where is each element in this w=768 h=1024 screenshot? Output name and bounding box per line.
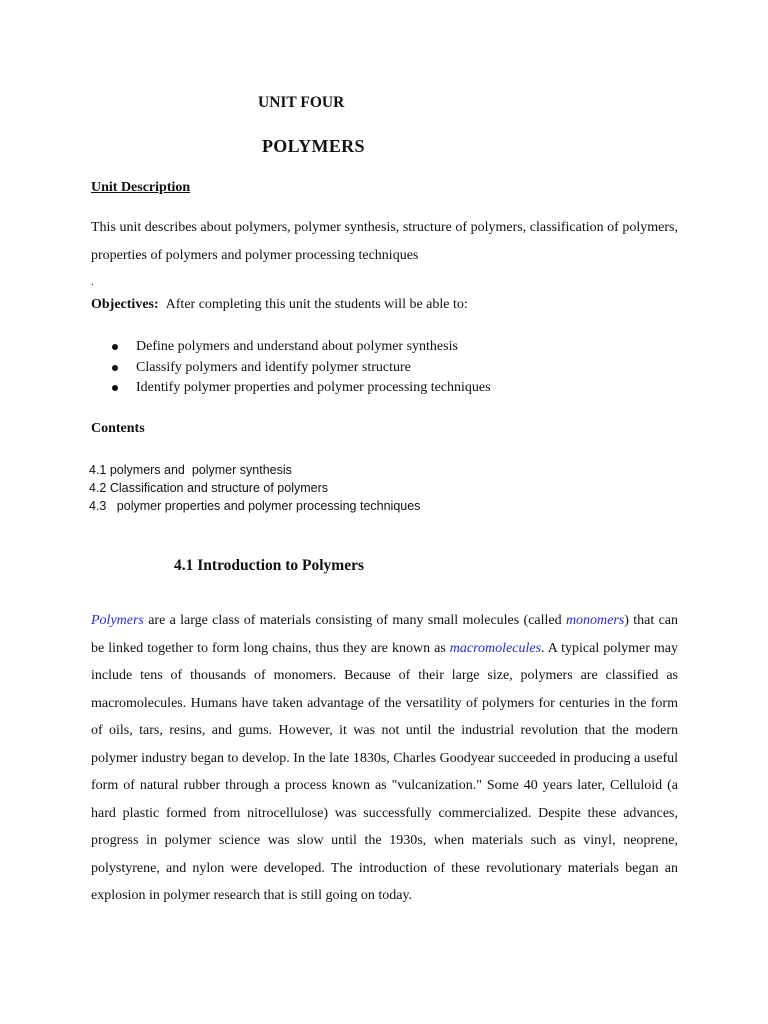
unit-description-heading: Unit Description [91, 180, 191, 195]
intro-text-a: are a large class of materials consisting of many small molecules (called [143, 613, 566, 628]
unit-description-text: This unit describes about polymers, polymer synthesis, structure of polymers, classification of polymers, properties of polymers and polymer processing techniques [91, 220, 678, 263]
intro-text-c: . A typical polymer may include tens of thousands of monomers. Because of their large size, polymers are classified as macromolecules. Humans have taken advantage of the versatility of polymers for centuries in the form of oils, tars, resins, and gums. However, it was not until the industrial revolution that the modern polymer industry began to develop. In the late 1830s, Charles Goodyear succeeded in producing a useful form of natural rubber through a process known as "vulcanization." Some 40 years later, Celluloid (a hard plastic formed from nitrocellulose) was successfully commercialized. Despite these advances, progress in polymer science was slow until the 1930s, when materials such as vinyl, neoprene, polystyrene, and nylon were developed. The introduction of these revolutionary materials began an explosion in polymer research that is still going on today. [91, 640, 679, 903]
bullet-icon [112, 344, 118, 350]
list-item [112, 358, 491, 379]
unit-title: UNIT FOUR [258, 94, 345, 111]
intro-text-b: ) that can be linked together to form long chains, thus they are known as [91, 613, 678, 656]
bullet-icon [112, 385, 118, 391]
bullet-icon [112, 365, 118, 371]
contents-list [89, 461, 420, 515]
objectives-text: After completing this unit the students will be able to: [165, 297, 468, 312]
contents-item[interactable]: 4.3 polymer properties and polymer processing techniques [89, 499, 421, 513]
objective-text: Define polymers and understand about polymer synthesis [136, 339, 458, 354]
list-item [112, 378, 491, 399]
objectives-list [112, 337, 491, 399]
term-polymers: Polymers [91, 613, 144, 628]
objectives-label: Objectives: [91, 297, 159, 312]
stray-period: . [91, 274, 94, 288]
objective-text: Classify polymers and identify polymer structure [136, 359, 411, 375]
list-item [112, 337, 491, 358]
objectives-line [91, 297, 468, 313]
term-macromolecules: macromolecules [449, 640, 542, 656]
section-heading: 4.1 Introduction to Polymers [174, 557, 365, 574]
intro-paragraph [91, 607, 678, 910]
contents-item[interactable]: 4.2 Classification and structure of polymers [89, 481, 328, 495]
contents-heading: Contents [91, 421, 145, 436]
page-title: POLYMERS [262, 136, 365, 156]
objective-text: Identify polymer properties and polymer processing techniques [136, 380, 491, 395]
term-monomers: monomers [565, 613, 625, 628]
contents-item[interactable]: 4.1 polymers and polymer synthesis [89, 463, 292, 477]
